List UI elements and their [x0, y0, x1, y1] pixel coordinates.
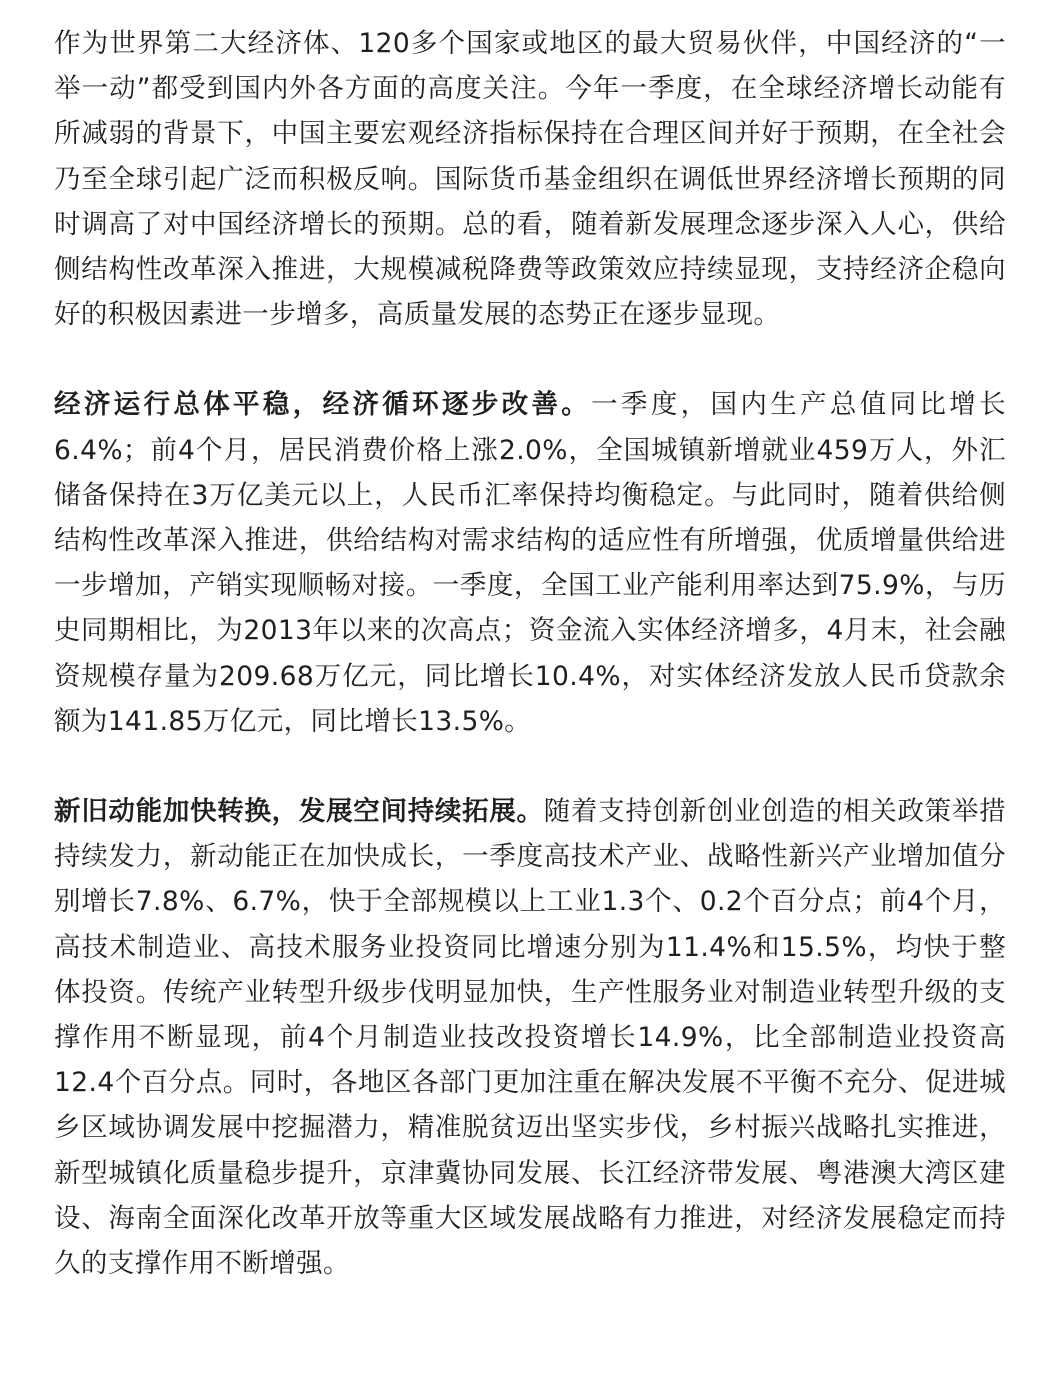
- paragraph-lead: 新旧动能加快转换，发展空间持续拓展。: [54, 796, 544, 828]
- paragraph-text: 一季度，国内生产总值同比增长6.4%；前4个月，居民消费价格上涨2.0%，全国城镇新增就业459万人，外汇储备保持在3万亿美元以上，人民币汇率保持均衡稳定。与此同时，随着供给侧结构性改革深入推进，供给结构对需求结构的适应性有所增强，优质增量供给进一步增加，产销实现顺畅对接。一季度，全国工业产能利用率达到75.9%，与历史同期相比，为2013年以来的次高点；资金流入实体经济增多，4月末，社会融资规模存量为209.68万亿元，同比增长10.4%，对实体经济发放人民币贷款余额为141.85万亿元，同比增长13.5%。: [54, 389, 1006, 737]
- paragraph-intro: [54, 21, 1006, 337]
- paragraph-text: 随着支持创新创业创造的相关政策举措持续发力，新动能正在加快成长，一季度高技术产业、战略性新兴产业增加值分别增长7.8%、6.7%，快于全部规模以上工业1.3个、0.2个百分点；前4个月，高技术制造业、高技术服务业投资同比增速分别为11.4%和15.5%，均快于整体投资。传统产业转型升级步伐明显加快，生产性服务业对制造业转型升级的支撑作用不断显现，前4个月制造业技改投资增长14.9%，比全部制造业投资高12.4个百分点。同时，各地区各部门更加注重在解决发展不平衡不充分、促进城乡区域协调发展中挖掘潜力，精准脱贫迈出坚实步伐，乡村振兴战略扎实推进，新型城镇化质量稳步提升，京津冀协同发展、长江经济带发展、粤港澳大湾区建设、海南全面深化改革开放等重大区域发展战略有力推进，对经济发展稳定而持久的支撑作用不断增强。: [54, 796, 1006, 1280]
- paragraph-new-drivers: [54, 789, 1006, 1286]
- paragraph-economy-stable: [54, 382, 1006, 744]
- article-body: [54, 21, 1006, 1331]
- paragraph-text: 作为世界第二大经济体、120多个国家或地区的最大贸易伙伴，中国经济的“一举一动”都受到国内外各方面的高度关注。今年一季度，在全球经济增长动能有所减弱的背景下，中国主要宏观经济指标保持在合理区间并好于预期，在全社会乃至全球引起广泛而积极反响。国际货币基金组织在调低世界经济增长预期的同时调高了对中国经济增长的预期。总的看，随着新发展理念逐步深入人心，供给侧结构性改革深入推进，大规模减税降费等政策效应持续显现，支持经济企稳向好的积极因素进一步增多，高质量发展的态势正在逐步显现。: [54, 28, 1006, 331]
- paragraph-lead: 经济运行总体平稳，经济循环逐步改善。: [54, 389, 592, 421]
